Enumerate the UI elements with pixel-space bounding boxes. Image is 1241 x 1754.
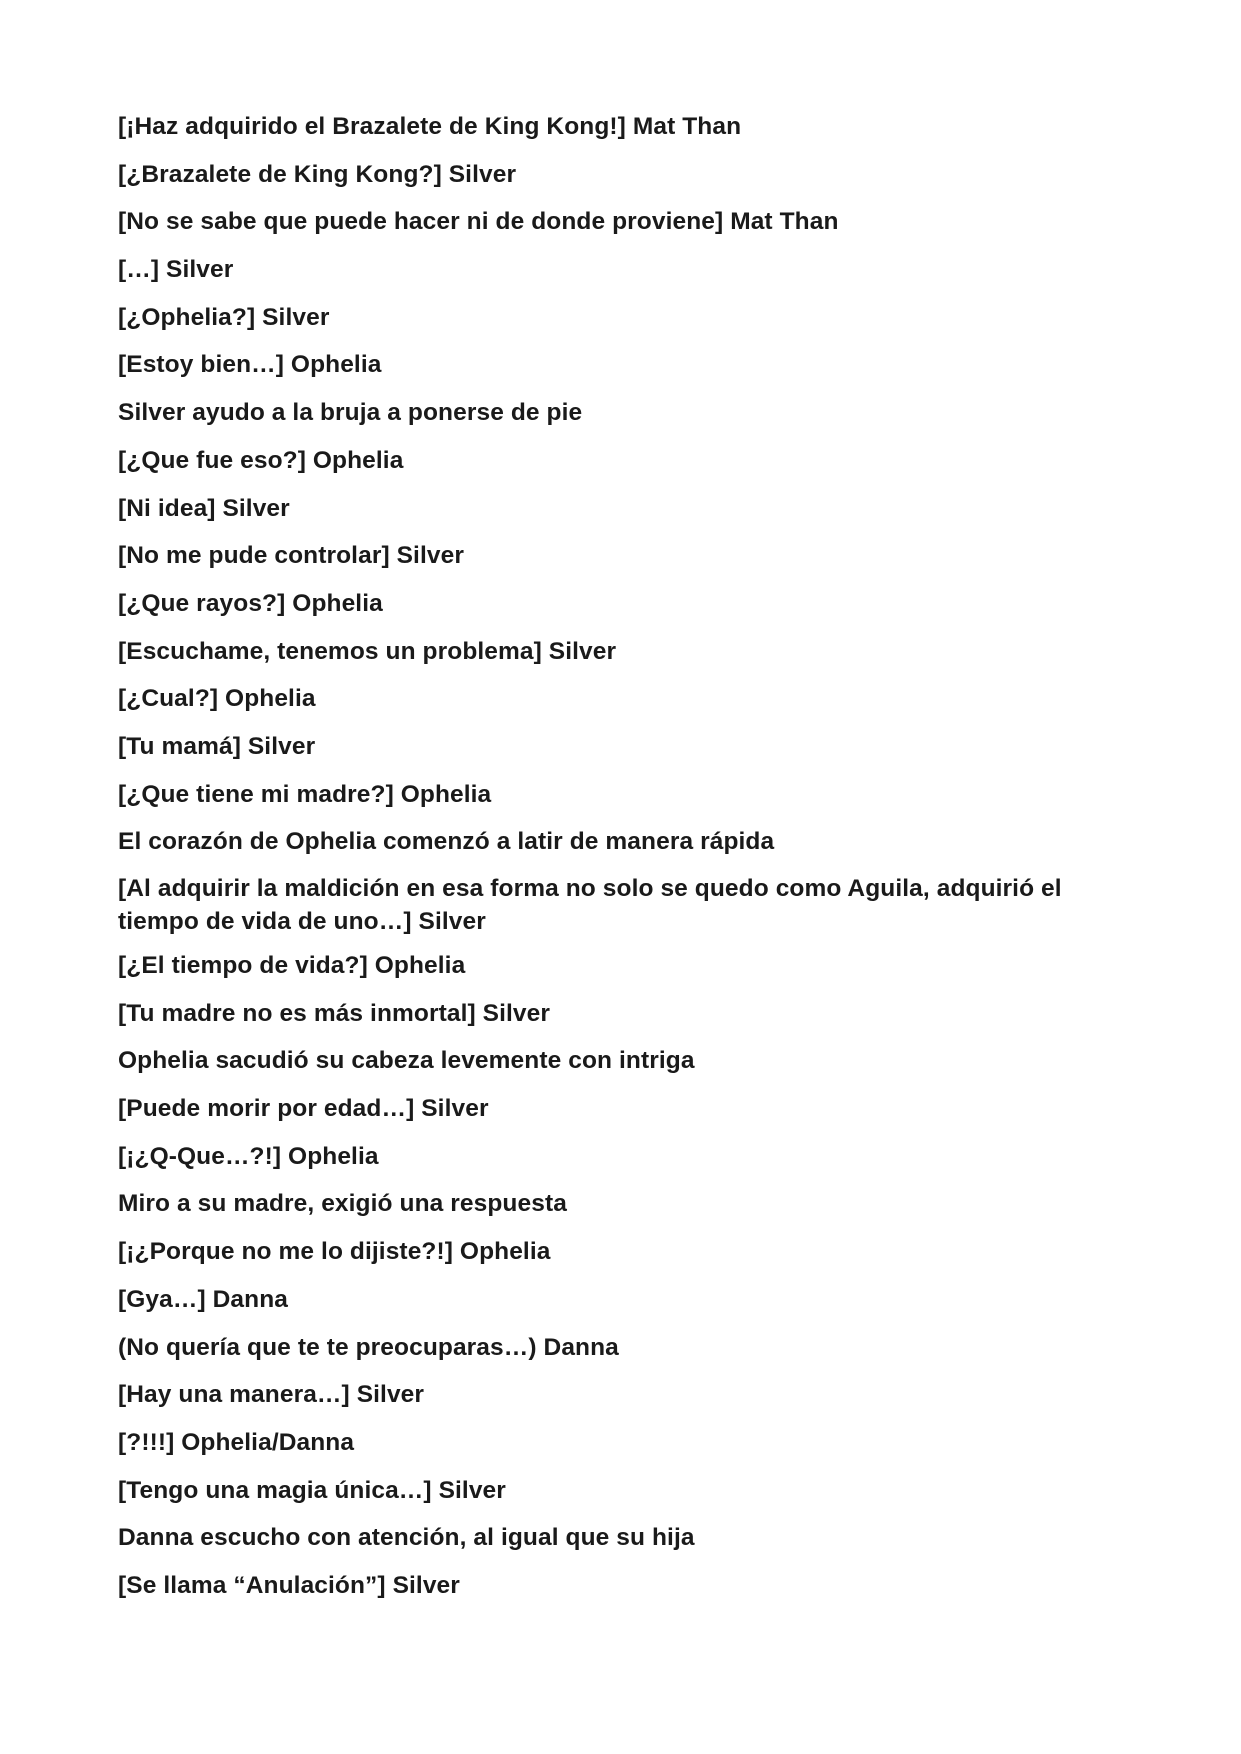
text-line: [Puede morir por edad…] Silver	[118, 1095, 489, 1123]
text-line: [¡¿Q-Que…?!] Ophelia	[118, 1142, 379, 1170]
text-line: [No se sabe que puede hacer ni de donde proviene] Mat Than	[118, 208, 839, 236]
text-line: [¿Ophelia?] Silver	[118, 303, 330, 331]
text-line: [Se llama “Anulación”] Silver	[118, 1571, 460, 1599]
text-line: [¡Haz adquirido el Brazalete de King Kong!] Mat Than	[118, 113, 742, 140]
text-line: [No me pude controlar] Silver	[118, 542, 464, 570]
text-line: [¡¿Porque no me lo dijiste?!] Ophelia	[118, 1238, 551, 1266]
text-line: [?!!!] Ophelia/Danna	[118, 1428, 355, 1456]
text-line: [¿Que fue eso?] Ophelia	[118, 446, 404, 474]
text-line: […] Silver	[118, 256, 234, 284]
text-line: [Estoy bien…] Ophelia	[118, 351, 382, 379]
text-line: El corazón de Ophelia comenzó a latir de manera rápida	[118, 828, 775, 856]
text-line: [Hay una manera…] Silver	[118, 1381, 425, 1409]
text-line: [Tu mamá] Silver	[118, 732, 316, 760]
text-line: [Al adquirir la maldición en esa forma no solo se quedo como Aguila, adquirió el tiempo de vida de uno…] Silver	[118, 875, 1062, 935]
text-line: Ophelia sacudió su cabeza levemente con intriga	[118, 1047, 695, 1075]
text-line: [Tu madre no es más inmortal] Silver	[118, 999, 551, 1027]
text-line: Danna escucho con atención, al igual que su hija	[118, 1524, 695, 1552]
text-line: [Ni idea] Silver	[118, 494, 290, 522]
text-line: Miro a su madre, exigió una respuesta	[118, 1190, 567, 1218]
text-line: (No quería que te te preocuparas…) Danna	[118, 1333, 619, 1361]
text-line: [Tengo una magia única…] Silver	[118, 1476, 506, 1504]
text-line: [¿Que tiene mi madre?] Ophelia	[118, 780, 492, 808]
text-line: [¿Que rayos?] Ophelia	[118, 589, 383, 617]
text-line: [¿Cual?] Ophelia	[118, 685, 316, 713]
text-line: [Escuchame, tenemos un problema] Silver	[118, 637, 617, 665]
text-line: Silver ayudo a la bruja a ponerse de pie	[118, 399, 583, 427]
text-line: [¿Brazalete de King Kong?] Silver	[118, 160, 517, 188]
text-line: [Gya…] Danna	[118, 1285, 289, 1313]
document-body	[118, 114, 1118, 1621]
text-line: [¿El tiempo de vida?] Ophelia	[118, 952, 466, 979]
